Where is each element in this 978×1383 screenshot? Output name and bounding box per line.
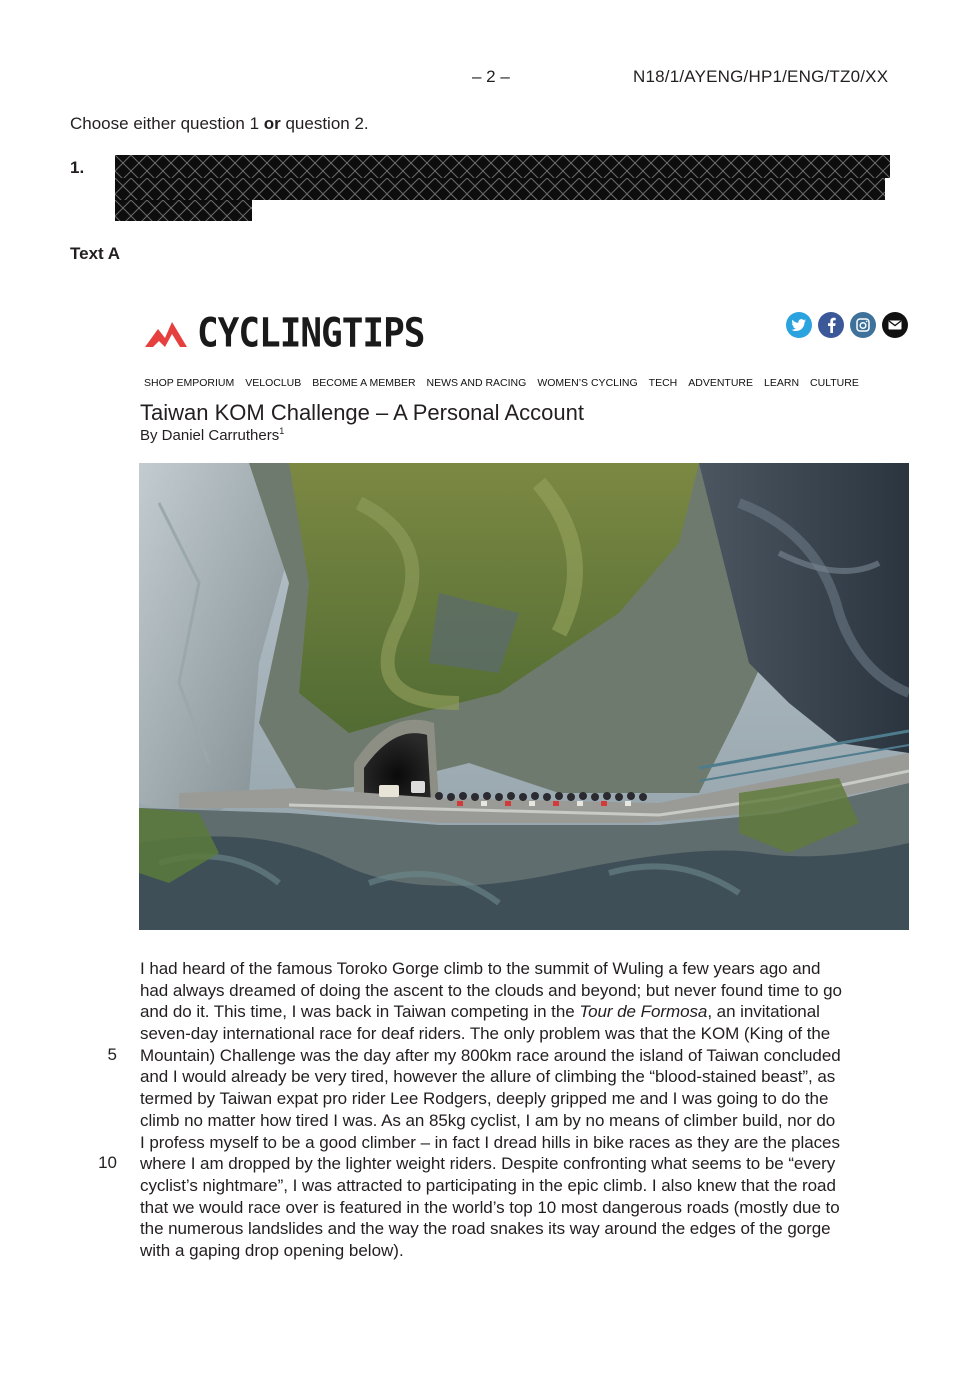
line-text: Mountain) Challenge was the day after my 800km race around the island of Taiwan concluded <box>140 1045 841 1065</box>
nav-item-culture[interactable]: CULTURE <box>810 377 859 389</box>
body-line <box>140 1023 910 1045</box>
social-links <box>786 312 908 338</box>
byline <box>140 426 284 444</box>
article-photo <box>139 463 909 930</box>
body-line <box>140 1218 910 1240</box>
line-number-5: 5 <box>107 1045 117 1064</box>
twitter-icon[interactable] <box>786 312 812 338</box>
instruction-pre: Choose either question 1 <box>70 114 264 133</box>
body-line <box>140 1045 910 1067</box>
line-number-10: 10 <box>98 1153 117 1172</box>
body-line <box>140 958 910 980</box>
redacted-question-line-2 <box>115 178 885 200</box>
body-line <box>140 1001 910 1023</box>
line-text: and I would already be very tired, however the allure of climbing the “blood-stained beast”, as <box>140 1067 836 1087</box>
line-text: that we would race over is featured in the world’s top 10 most dangerous roads (mostly due to <box>140 1197 840 1217</box>
instruction-bold: or <box>263 114 281 133</box>
nav-item-become-a-member[interactable]: BECOME A MEMBER <box>312 377 416 389</box>
redacted-question-line-3 <box>115 200 252 221</box>
line-text: termed by Taiwan expat pro rider Lee Rodgers, deeply gripped me and I was going to do the <box>140 1089 829 1109</box>
body-line <box>140 1110 910 1132</box>
line-text: with a gaping drop opening below). <box>140 1240 404 1260</box>
email-icon[interactable] <box>882 312 908 338</box>
byline-footnote: 1 <box>279 426 285 436</box>
instagram-icon[interactable] <box>850 312 876 338</box>
paper-code: N18/1/AYENG/HP1/ENG/TZ0/XX <box>633 67 889 86</box>
text-label: Text A <box>70 244 121 263</box>
facebook-icon[interactable] <box>818 312 844 338</box>
body-line <box>140 1175 910 1197</box>
body-line <box>140 1088 910 1110</box>
logo-text: CYCLINGTIPS <box>197 310 425 357</box>
site-logo[interactable] <box>143 310 425 357</box>
nav-item-tech[interactable]: TECH <box>648 377 678 389</box>
byline-text: By Daniel Carruthers <box>140 427 280 444</box>
nav-item-veloclub[interactable]: VELOCLUB <box>245 377 302 389</box>
article-title: Taiwan KOM Challenge – A Personal Account <box>140 400 584 425</box>
body-line <box>140 1132 910 1154</box>
nav-item-womens-cycling[interactable]: WOMEN’S CYCLING <box>537 377 638 389</box>
line-text: where I am dropped by the lighter weight riders. Despite confronting what seems to be “every <box>140 1154 836 1174</box>
article-body <box>140 958 910 1262</box>
line-text: climb no matter how tired I was. As an 85kg cyclist, I am by no means of climber build, nor do <box>140 1110 836 1130</box>
line-text: , an invitational <box>707 1002 820 1022</box>
nav-item-adventure[interactable]: ADVENTURE <box>688 377 754 389</box>
line-text: had always dreamed of doing the ascent to the clouds and beyond; but never found time to go <box>140 980 842 1000</box>
body-line <box>140 1240 910 1262</box>
body-line <box>140 1197 910 1219</box>
body-line <box>140 1153 910 1175</box>
line-text: and do it. This time, I was back in Taiwan competing in the <box>140 1002 580 1022</box>
logo-mark-icon <box>143 317 189 351</box>
question-number: 1. <box>70 158 85 177</box>
race-name: Tour de Formosa <box>579 1002 708 1022</box>
gorge-photo-illustration <box>139 463 909 930</box>
nav-item-news-and-racing[interactable]: NEWS AND RACING <box>426 377 527 389</box>
instruction-post: question 2. <box>280 114 369 133</box>
line-text: I profess myself to be a good climber – in fact I dread hills in bike races as they are the places <box>140 1132 840 1152</box>
line-text: I had heard of the famous Toroko Gorge climb to the summit of Wuling a few years ago and <box>140 959 821 978</box>
nav-item-shop-emporium[interactable]: SHOP EMPORIUM <box>144 377 235 389</box>
page-number: – 2 – <box>472 67 510 86</box>
redacted-question-line-1 <box>115 155 890 178</box>
body-line <box>140 1066 910 1088</box>
line-text: seven-day international race for deaf riders. The only problem was that the KOM (King of the <box>140 1024 831 1044</box>
instruction <box>70 114 369 134</box>
line-text: the numerous landslides and the way the road snakes its way around the edges of the gorge <box>140 1219 831 1239</box>
site-nav <box>144 377 859 389</box>
body-line <box>140 980 910 1002</box>
nav-item-learn[interactable]: LEARN <box>764 377 800 389</box>
line-text: cyclist’s nightmare”, I was attracted to participating in the epic climb. I also knew that the road <box>140 1175 836 1195</box>
